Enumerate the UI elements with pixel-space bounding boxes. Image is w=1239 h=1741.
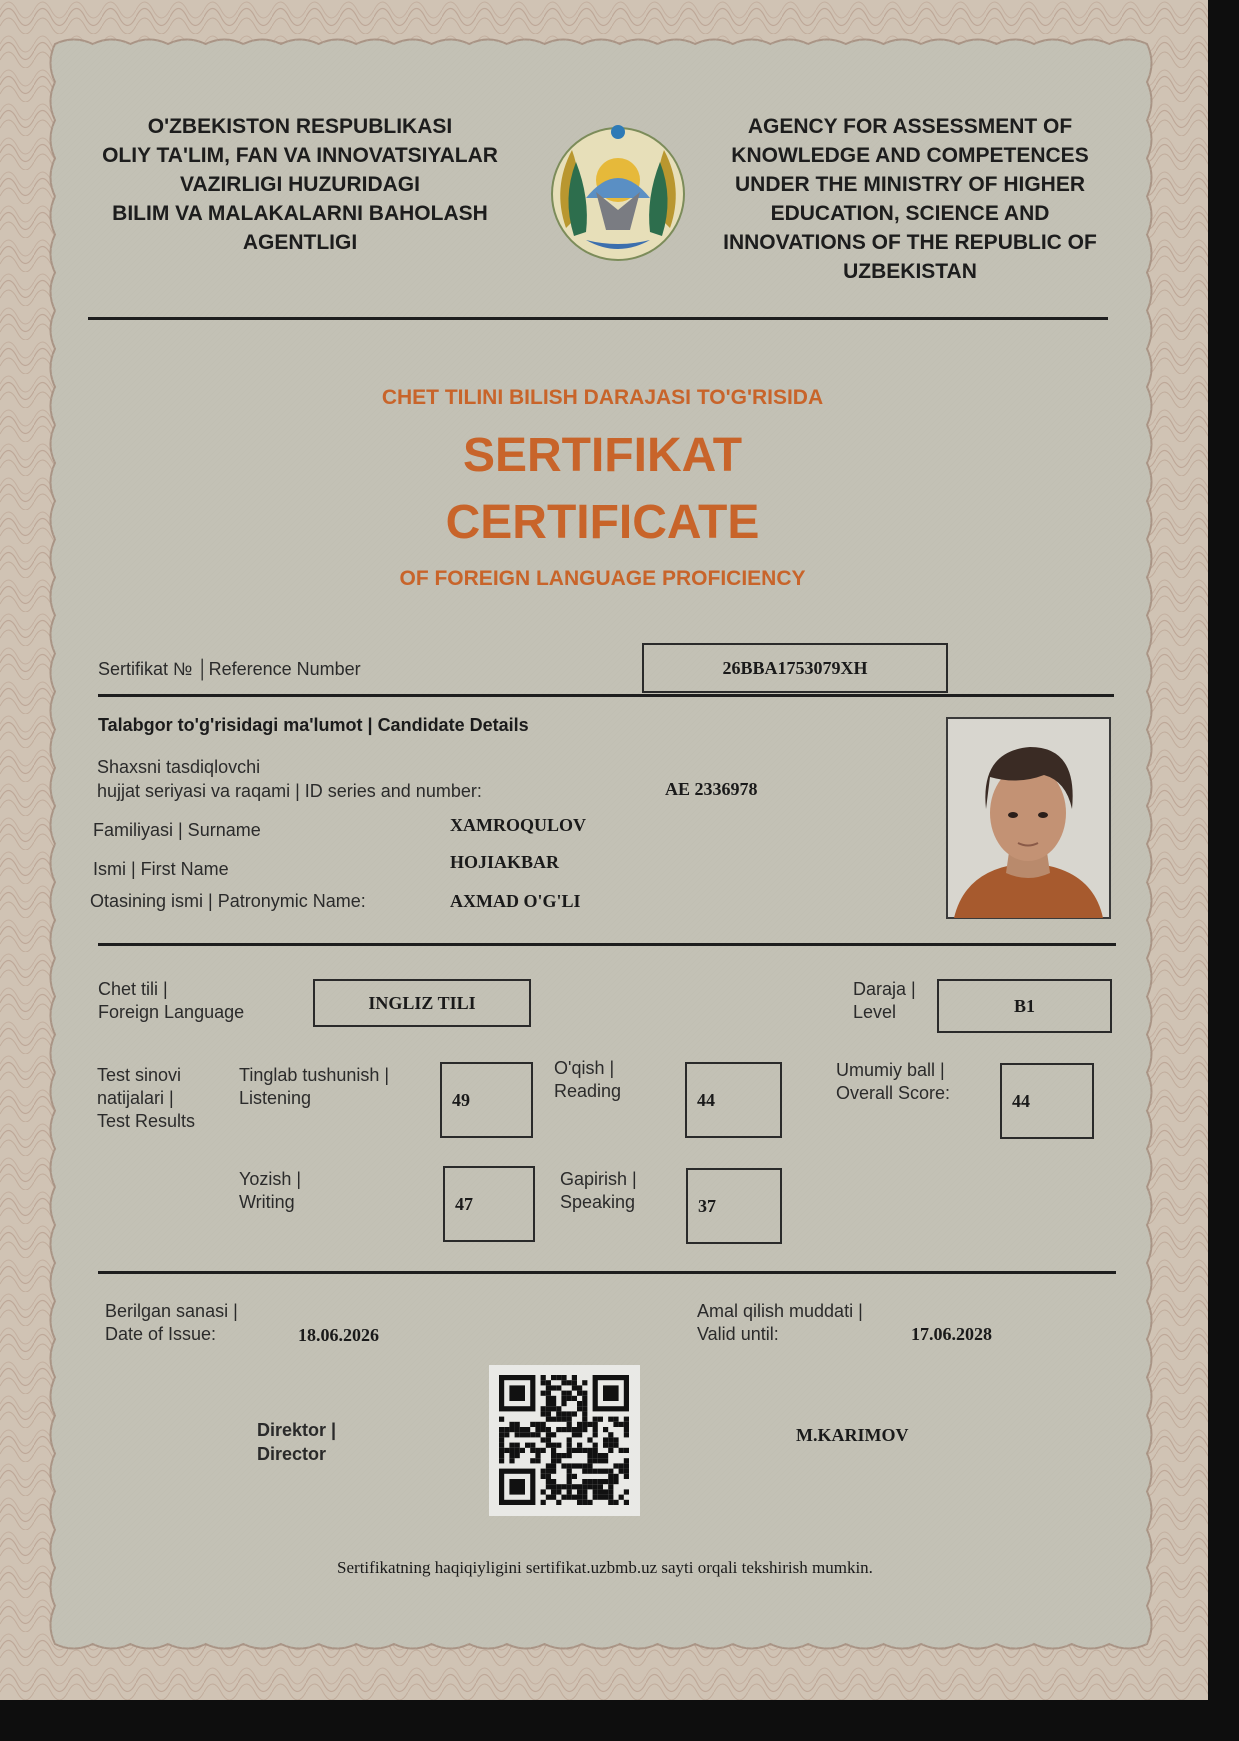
candidate-photo — [946, 717, 1111, 919]
candidate-heading: Talabgor to'g'risidagi ma'lumot | Candidate Details — [98, 715, 529, 735]
listening-score: 49 — [440, 1062, 533, 1138]
valid-date: 17.06.2028 — [911, 1324, 992, 1344]
patronymic-label: Otasining ismi | Patronymic Name: — [90, 891, 366, 911]
speaking-score: 37 — [686, 1168, 782, 1244]
writing-label-line1: Yozish | — [239, 1169, 302, 1189]
subtitle-bottom: OF FOREIGN LANGUAGE PROFICIENCY — [399, 567, 806, 590]
language-label-line2: Foreign Language — [98, 1002, 245, 1022]
writing-label-line2: Writing — [239, 1192, 295, 1212]
level-label-line2: Level — [853, 1002, 897, 1022]
issue-label-line1: Berilgan sanasi | — [105, 1301, 238, 1321]
surname-value: XAMROQULOV — [450, 815, 586, 835]
reading-label-line2: Reading — [554, 1081, 622, 1101]
valid-label-line2: Valid until: — [697, 1324, 779, 1344]
reading-score: 44 — [685, 1062, 782, 1138]
overall-score: 44 — [1000, 1063, 1094, 1139]
speaking-label-line2: Speaking — [560, 1192, 636, 1212]
reference-number: 26BBA1753079XH — [642, 643, 948, 693]
agency-name-uz: O'ZBEKISTON RESPUBLIKASI OLIY TA'LIM, FAN VA INNOVATSIYALAR VAZIRLIGI HUZURIDAGI BILIM VA MALAKALARNI BAHOLASH AGENTLIGI — [102, 115, 498, 254]
patronymic-value: AXMAD O'G'LI — [450, 891, 581, 911]
director-label-line2: Director — [257, 1444, 327, 1464]
reference-divider — [98, 694, 1114, 697]
issue-date: 18.06.2026 — [298, 1325, 379, 1345]
first-name-value: HOJIAKBAR — [450, 852, 560, 872]
language-label-line1: Chet tili | — [98, 979, 168, 999]
id-label-line2: hujjat seriyasi va raqami | ID series and number: — [97, 781, 482, 801]
speaking-label-line1: Gapirish | — [560, 1169, 637, 1189]
foreign-language-value: INGLIZ TILI — [313, 979, 531, 1027]
id-value: AE 2336978 — [665, 779, 758, 799]
verification-note: Sertifikatning haqiqiyligini sertifikat.uzbmb.uz sayti orqali tekshirish mumkin. — [337, 1558, 873, 1577]
first-name-label: Ismi | First Name — [93, 859, 229, 879]
subtitle-top: CHET TILINI BILISH DARAJASI TO'G'RISIDA — [381, 386, 824, 409]
director-name: M.KARIMOV — [796, 1425, 909, 1445]
state-emblem-icon — [546, 118, 690, 268]
listening-label-line2: Listening — [239, 1088, 312, 1108]
reading-label-line1: O'qish | — [554, 1058, 615, 1078]
valid-label-line1: Amal qilish muddati | — [697, 1301, 863, 1321]
results-label-line1: Test sinovi — [97, 1065, 182, 1085]
overall-label-line1: Umumiy ball | — [836, 1060, 945, 1080]
surname-label: Familiyasi | Surname — [93, 820, 261, 840]
results-label-line2: natijalari | — [97, 1088, 174, 1108]
results-label-line3: Test Results — [97, 1111, 196, 1131]
agency-name-en: AGENCY FOR ASSESSMENT OF KNOWLEDGE AND COMPETENCES UNDER THE MINISTRY OF HIGHER EDUCATION, SCIENCE AND INNOVATIONS OF THE REPUBLIC OF UZBEKISTAN — [723, 115, 1097, 283]
level-label-line1: Daraja | — [853, 979, 916, 999]
writing-score: 47 — [443, 1166, 535, 1242]
reference-label: Sertifikat № │Reference Number — [98, 659, 361, 679]
title-en: CERTIFICATE — [445, 496, 760, 549]
id-label-line1: Shaxsni tasdiqlovchi — [97, 757, 261, 777]
level-value: B1 — [937, 979, 1112, 1033]
candidate-divider — [98, 943, 1116, 946]
issue-label-line2: Date of Issue: — [105, 1324, 217, 1344]
title-uz: SERTIFIKAT — [462, 429, 743, 482]
qr-code-icon[interactable] — [489, 1365, 640, 1516]
results-divider — [98, 1271, 1116, 1274]
listening-label-line1: Tinglab tushunish | — [239, 1065, 390, 1085]
header-divider — [88, 317, 1108, 320]
overall-label-line2: Overall Score: — [836, 1083, 951, 1103]
director-label-line1: Direktor | — [257, 1420, 337, 1440]
